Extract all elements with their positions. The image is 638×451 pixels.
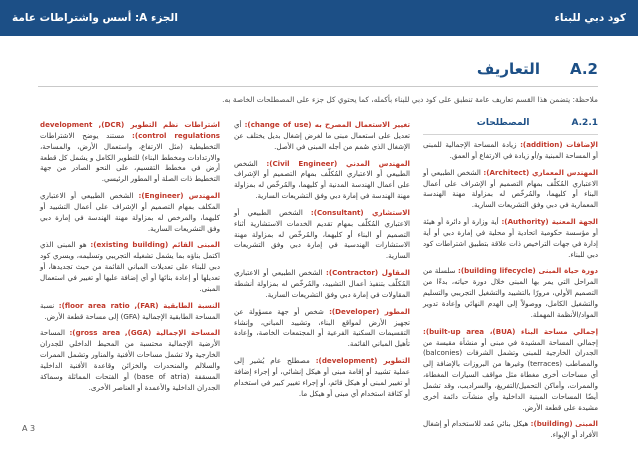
definition-entry	[234, 268, 410, 301]
definition-term: التطوير (development):	[315, 356, 411, 366]
definition-entry	[40, 328, 220, 393]
definition-text: أي تعديل على استعمال مبنى ما لغرض إشغال بديل يختلف عن الإشغال الذي صُمم من أجله المبنى في الأصل.	[234, 120, 410, 151]
definition-term: اشتراطات نظم التطوير (DCR), development control regulations):	[40, 120, 220, 140]
definition-term: إجمالي مساحة البناء (BUA)، built-up area):	[423, 326, 598, 336]
definition-entry	[234, 307, 410, 350]
header-publication-title: كود دبي للبناء	[554, 12, 626, 24]
definition-entry	[423, 419, 598, 441]
title-divider	[38, 86, 598, 87]
definition-text: هو المبنى الذي اكتمل بناؤه بما يشمل تشغيله التجريبي وتسليمه، ويسري كود دبي للبناء على تعديلات المباني القائمة من حيث تجديدها، أو تعديلها أو إعادة بنائها أو أي إضافة عليها أو تغيير في استعمال المبنى.	[40, 240, 220, 293]
definition-text: سلسلة من المراحل التي يمر بها المبنى خلال دورة حياته، بدءًا من التصميم الأولي، مرورًا بالتشييد والتشغيل التجريبي والتسليم والتشغيل الكامل، ووصولاً إلى الهدم النهائي وإعادة تدوير المواد/الأنظمة المهملة.	[423, 266, 598, 319]
definition-entry	[423, 168, 598, 211]
section-title: التعاريف	[476, 60, 540, 78]
definition-term: المهندس (Engineer):	[138, 191, 220, 201]
definitions-column-1	[423, 140, 598, 447]
definition-text: شخص أو جهة مسؤولة عن تجهيز الأرض لمواقع البناء، وتشييد المباني، وإنشاء التقسيمات السكنية الفرعية أو المجتمعات الخاصة، وإعادة تأهيل المباني القائمة.	[234, 306, 410, 349]
definition-term: المساحة الإجمالية (GGA), gross area):	[69, 328, 220, 338]
definition-entry	[423, 266, 598, 320]
definition-entry	[234, 208, 410, 262]
definition-entry	[40, 120, 220, 185]
definition-term: الاستشاري (Consultant):	[310, 207, 410, 217]
definition-term: تغيير الاستعمال المصرح به (change of use):	[244, 120, 411, 129]
subsection-heading	[477, 118, 598, 128]
definition-entry	[234, 159, 410, 202]
definition-term: الجهة المعنية (Authority):	[501, 217, 598, 227]
section-note: ملاحظة: يتضمن هذا القسم تعاريف عامة تنطبق على كود دبي للبناء بأكمله، كما يحتوي كل جزء على المصطلحات الخاصة به.	[222, 95, 598, 104]
definition-text: إجمالي المساحة المشيدة في مبنى أو منشأة مقيسة من الجدران الخارجية للمبنى وتشمل الشرفات (balconies) والمصاطب (terraces) وغيرها من البروزات بالإضافة إلى أي مساحات أخرى مغطاة مثل مواقف السيارات المغطاة، والممرات، وأماكن التحميل/التفريغ، والسراديب، وقد تشمل أيضًا المساحات المبنية الداخلية وأي منشآت دائمة أخرى مشيدة على قطعة الأرض.	[423, 337, 598, 412]
definition-text: مستند يوضح الاشتراطات التخطيطية (مثل الارتفاع، واستعمال الأرض، والمساحة، والارتدادات ومخطط البناء) للتطوير الكامل و يشمل كل قطعة أرض في مخطط التقسيم، على النحو الصادر من جهة التخطيط ذات الصلة أو المطور الرئيسي.	[40, 130, 220, 184]
definition-term: المهندس المعماري (Architect):	[483, 167, 598, 177]
definition-entry	[423, 140, 598, 162]
definition-text: المساحة الأرضية الإجمالية محتسبة من المحيط الداخلي للجدران الخارجية ولا تشمل مساحات الأفنية والمناور وتشمل الممرات والسلالم والمنحدرات والخزائن وقاعدة الأفنية الداخلية المسقفة (base of atria) أو الفتحات المماثلة وسماكة الجدران الداخلية والأعمدة أو العناصر الأخرى.	[40, 328, 220, 392]
section-heading	[38, 60, 598, 78]
header-part-title: الجزء A: أسس واشتراطات عامة	[12, 12, 178, 24]
definition-entry	[423, 217, 598, 260]
definition-term: المقاول (Contractor):	[326, 268, 410, 278]
definition-term: المطور (Developer):	[329, 306, 410, 316]
definition-entry	[423, 327, 598, 414]
definition-term: الإضافات (addition):	[520, 140, 598, 149]
definition-text: الشخص الطبيعي أو الاعتباري المُكلّف بمهام التصميم أو الإشراف على أعمال البناء أو كليهما، والمُرخّص له بمزاولة مهنة الهندسة المعمارية في دبي وفق التشريعات السارية.	[423, 167, 598, 210]
definition-text: أية وزارة أو دائرة أو هيئة أو مؤسسة حكومية اتحادية أو محلية في إمارة دبي أو أية إدارة في جهات التراخيص ذات علاقة بتطبيق اشتراطات كود دبي للبناء.	[423, 217, 598, 259]
definition-term: المهندس المدني (Civil Engineer):	[266, 158, 410, 168]
definition-term: النسبة الطابقية (FAR), floor area ratio):	[58, 300, 220, 310]
definition-text: نسبة المساحة الطابقية الإجمالية (GFA) إلى مساحة قطعة الأرض.	[40, 300, 220, 321]
definition-term: المبنى القائم (existing building):	[90, 240, 220, 250]
definitions-column-2	[234, 120, 410, 405]
definition-text: الشخص الطبيعي أو الاعتباري المُكلّف بمهام تقديم الخدمات الاستشارية أثناء التصميم أو البناء أو كليهما، والمُرخّص له بمزاولة مهنة الاستشارات الهندسية في إمارة دبي وفق التشريعات السارية.	[234, 207, 410, 261]
subsection-title: المصطلحات	[476, 118, 530, 128]
definition-entry	[234, 356, 410, 399]
definition-text: الشخص الطبيعي أو الاعتباري المُكلّف بمهام التصميم أو الإشراف على أعمال الهندسة المدنية أو كليهما، والمُرخّص له بمزاولة مهنة الهندسة في إمارة دبي وفق التشريعات السارية.	[234, 158, 410, 201]
subsection-divider	[423, 134, 598, 135]
definitions-column-3	[40, 120, 220, 399]
page-number: A 3	[22, 424, 36, 433]
definition-entry	[40, 240, 220, 294]
subsection-number: A.2.1	[571, 118, 598, 128]
header-bar	[0, 0, 638, 36]
definition-term: المبنى (building):	[530, 419, 598, 429]
definition-entry	[40, 191, 220, 234]
definition-text: زيادة المساحة الإجمالية للمبنى أو المساحة المبنية و/أو زيادة في الارتفاع أو العمق.	[423, 140, 598, 160]
definition-text: هيكل بنائي مُعد للاستخدام أو إشغال الأفراد أو الإيواء.	[423, 419, 598, 440]
definition-text: الشخص الطبيعي أو الاعتباري المكلف بمهام التصميم أو الإشراف على أعمال التشييد أو كليهما، والمرخص له بمزاولة مهنة الهندسة في إمارة دبي وفق التشريعات السارية.	[40, 191, 220, 233]
definition-text: مصطلح عام يُشير إلى عملية تشييد أو إقامة مبنى أو هيكل إنشائي، أو إجراء إضافة أو تغيير لمبنى أو هيكل قائم، أو إجراء تغيير كبير في استخدام أو كثافة استخدام أي مبنى أو هيكل ما.	[234, 356, 410, 398]
definition-text: الشخص الطبيعي أو الاعتباري المُكلّف بتنفيذ أعمال التشييد، والمُرخّص له بمزاولة أنشطة المقاولات في إمارة دبي وفق التشريعات السارية.	[234, 268, 410, 299]
section-number: A.2	[569, 60, 598, 78]
definition-entry	[234, 120, 410, 153]
definition-term: دورة حياة المبنى (building lifecycle):	[458, 266, 598, 276]
definition-entry	[40, 301, 220, 323]
